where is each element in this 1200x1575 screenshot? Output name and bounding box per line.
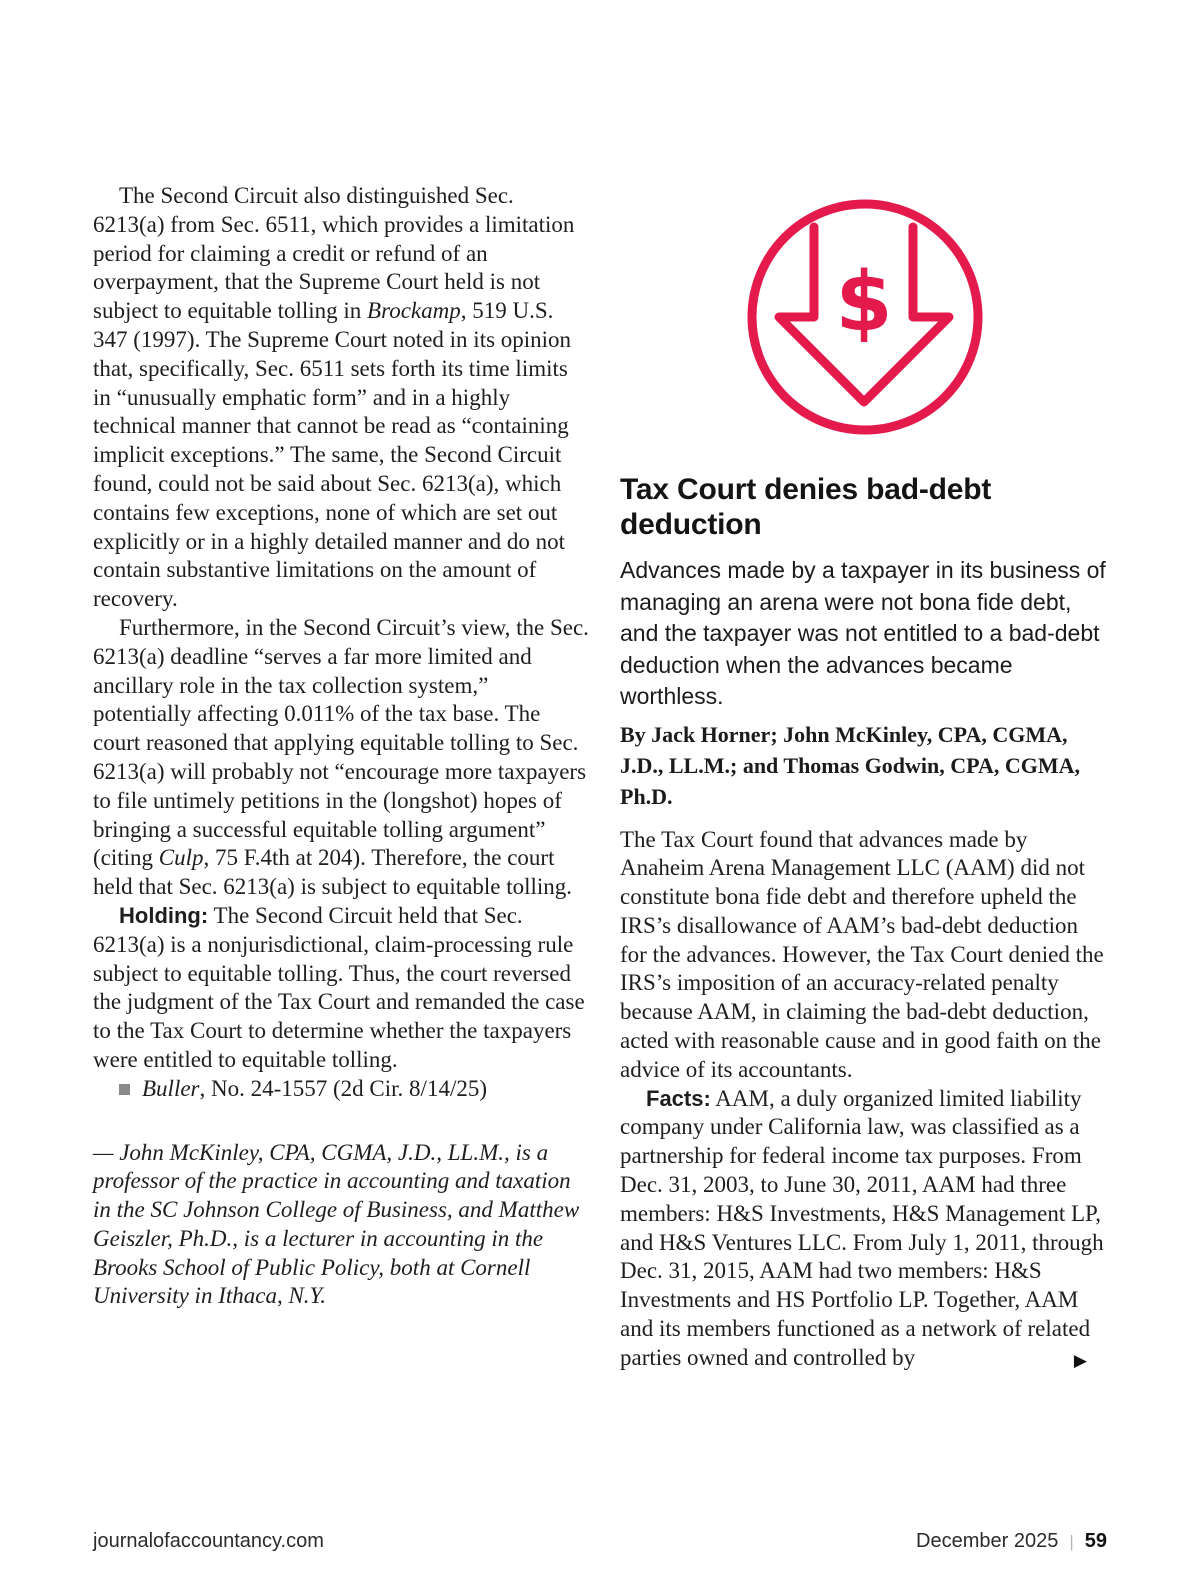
footer-separator: | (1069, 1532, 1074, 1551)
article-deck: Advances made by a taxpayer in its business of managing an arena were not bona fide debt, and the taxpayer was not entitled to a bad-debt deduction when the advances became worthless. (620, 557, 1106, 709)
icon-dollar-sign: $ (835, 255, 893, 350)
article-body-right (620, 826, 1107, 1373)
paragraph (93, 1075, 590, 1104)
text-segment: Culp (158, 845, 204, 871)
footer-issue-date: December 2025 (916, 1530, 1059, 1552)
left-column (93, 182, 590, 1311)
text-segment: The Second Circuit also distinguished Sec. 6213(a) from Sec. 6511, which provides a limitation period for claiming a credit or refund of an overpayment, that the Supreme Court held is not subject to equitable tolling in (93, 183, 575, 324)
text-segment: , No. 24-1557 (2d Cir. 8/14/25) (199, 1075, 487, 1101)
text-segment: The Tax Court found that advances made by Anaheim Arena Management LLC (AAM) did not constitute bona fide debt and therefore upheld the IRS’s disallowance of AAM’s bad-debt deduction for the advances. However, the Tax Court denied the IRS’s imposition of an accuracy-related penalty because AAM, in claiming the bad-debt deduction, acted with reasonable cause and in good faith on the advice of its accountants. (620, 826, 1104, 1082)
author-bio (93, 1139, 590, 1312)
headline-line: Tax Court denies bad-debt (620, 473, 992, 506)
paragraph (93, 1139, 590, 1312)
footer-site-link[interactable]: journalofaccountancy.com (93, 1530, 324, 1552)
paragraph (93, 614, 590, 902)
text-segment: , 519 U.S. 347 (1997). The Supreme Court noted in its opinion that, specifically, Sec. 6511 sets forth its time limits in “unusually emphatic form” and in a highly technical manner that cannot be read as “containing implicit exceptions.” The same, the Second Circuit found, could not be said about Sec. 6213(a), which contains few exceptions, none of which are set out explicitly or in a highly detailed manner and do not contain substantive limitations on the amount of recovery. (93, 298, 572, 612)
dollar-down-arrow-icon-svg (742, 194, 988, 440)
text-segment: Brockamp (367, 298, 461, 324)
dollar-down-arrow-icon (742, 194, 988, 440)
footer-issue-block (916, 1530, 1107, 1553)
text-segment: Furthermore, in the Second Circuit’s view, the Sec. 6213(a) deadline “serves a far more limited and ancillary role in the tax collection system,” potentially affecting 0.011% of the tax base. The court reasoned that applying equitable tolling to Sec. 6213(a) will probably not “encourage more taxpayers to file untimely petitions in the (longshot) hopes of bringing a successful equitable tolling argument” (citing (93, 614, 589, 871)
text-segment: Facts: (646, 1085, 711, 1111)
page-footer (93, 1530, 1107, 1553)
article-body-left (93, 182, 590, 1104)
article-byline: By Jack Horner; John McKinley, CPA, CGMA, J.D., LL.M.; and Thomas Godwin, CPA, CGMA, Ph.D. (620, 721, 1081, 809)
paragraph (620, 826, 1107, 1085)
text-segment: — John McKinley, CPA, CGMA, J.D., LL.M., is a professor of the practice in accounting and taxation in the SC Johnson College of Business, and Matthew Geiszler, Ph.D., is a lecturer in accounting in the Brooks School of Public Policy, both at Cornell University in Ithaca, N.Y. (93, 1139, 580, 1309)
headline-line: deduction (620, 508, 762, 541)
text-segment: Holding: (119, 902, 209, 928)
paragraph (93, 902, 590, 1075)
right-column (620, 190, 1107, 1373)
footer-page-number: 59 (1084, 1530, 1107, 1552)
text-segment: , 75 F.4th at 204). Therefore, the court held that Sec. 6213(a) is subject to equitable tolling. (93, 845, 573, 900)
bullet-square-icon (119, 1084, 130, 1095)
text-segment: The Second Circuit held that Sec. 6213(a) is a nonjurisdictional, claim-processing rule subject to equitable tolling. Thus, the court reversed the judgment of the Tax Court and remanded the case to the Tax Court to determine whether the taxpayers were entitled to equitable tolling. (93, 902, 585, 1072)
article-headline (620, 472, 1107, 542)
text-segment: AAM, a duly organized limited liability company under California law, was classified as a partnership for federal income tax purposes. From Dec. 31, 2003, to June 30, 2011, AAM had three members: H&S Investments, H&S Management LP, and H&S Ventures LLC. From July 1, 2011, through Dec. 31, 2015, AAM had two members: H&S Investments and HS Portfolio LP. Together, AAM and its members functioned as a network of related parties owned and controlled by (620, 1085, 1104, 1370)
text-segment: Buller (142, 1075, 200, 1101)
paragraph (93, 182, 590, 614)
continuation-arrow-icon: ▶ (1073, 1350, 1087, 1371)
paragraph (620, 1085, 1107, 1373)
